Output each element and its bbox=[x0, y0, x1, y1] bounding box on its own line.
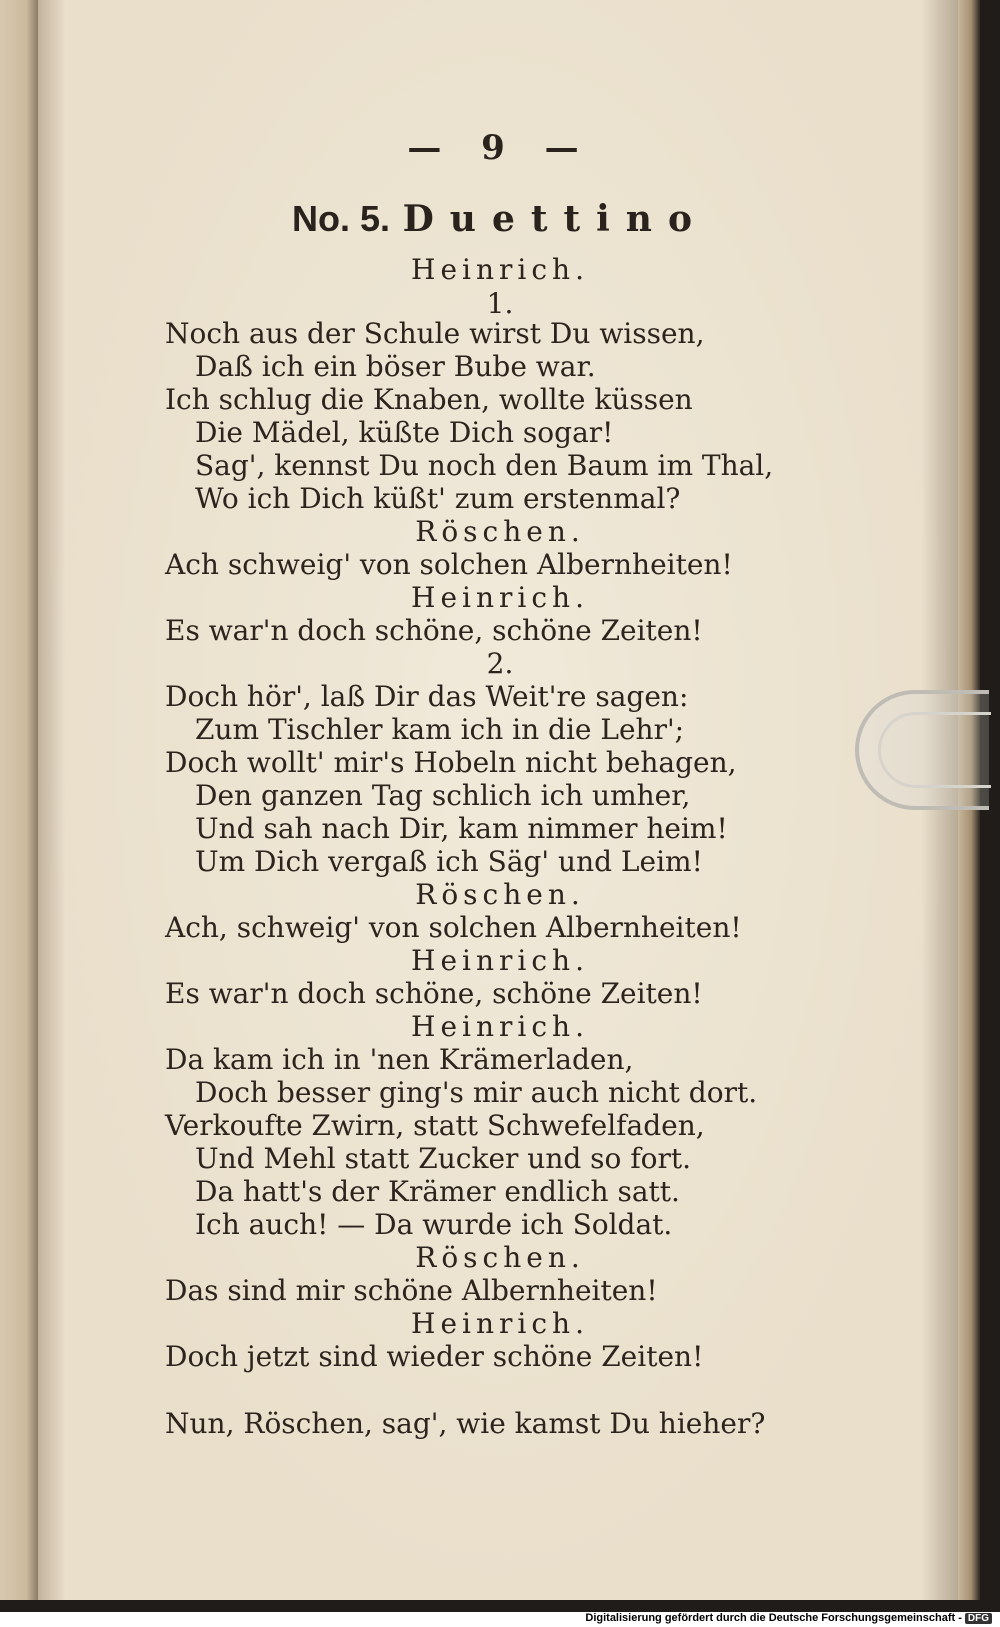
paper-clip-inner-loop bbox=[878, 712, 991, 788]
verse-line: Es war'n doch schöne, schöne Zeiten! bbox=[165, 614, 703, 647]
verse-line: Sag', kennst Du noch den Baum im Thal, bbox=[195, 449, 774, 482]
verse-line: Nun, Röschen, sag', wie kamst Du hieher? bbox=[165, 1407, 766, 1440]
speaker-name: Heinrich. bbox=[411, 1307, 589, 1340]
dfg-logo: DFG bbox=[965, 1613, 992, 1624]
verse-line: Verkoufte Zwirn, statt Schwefelfaden, bbox=[165, 1109, 705, 1142]
verse-line: Ach schweig' von solchen Albernheiten! bbox=[165, 548, 733, 581]
speaker-name: Röschen. bbox=[415, 878, 585, 911]
speaker-name: Heinrich. bbox=[411, 1010, 589, 1043]
previous-page-edge bbox=[0, 0, 38, 1600]
verse-line: Doch hör', laß Dir das Weit're sagen: bbox=[165, 680, 689, 713]
verse-line: Daß ich ein böser Bube war. bbox=[195, 350, 596, 383]
verse-line: Doch jetzt sind wieder schöne Zeiten! bbox=[165, 1340, 704, 1373]
stanza-number: 2. bbox=[486, 647, 514, 680]
verse-line: Ich auch! — Da wurde ich Soldat. bbox=[195, 1208, 673, 1241]
verse-line: Zum Tischler kam ich in die Lehr'; bbox=[195, 713, 685, 746]
verse-line: Und Mehl statt Zucker und so fort. bbox=[195, 1142, 692, 1175]
verse-line: Es war'n doch schöne, schöne Zeiten! bbox=[165, 977, 703, 1010]
verse-line: Das sind mir schöne Albernheiten! bbox=[165, 1274, 658, 1307]
speaker-name: Heinrich. bbox=[411, 253, 589, 286]
speaker-name: Röschen. bbox=[415, 515, 585, 548]
verse-line: Doch wollt' mir's Hobeln nicht behagen, bbox=[165, 746, 737, 779]
speaker-name: Heinrich. bbox=[411, 581, 589, 614]
credit-text: Digitalisierung gefördert durch die Deutsche Forschungsgemeinschaft - bbox=[585, 1612, 962, 1624]
verse-line: Wo ich Dich küßt' zum erstenmal? bbox=[195, 482, 681, 515]
title-number: No. 5. bbox=[292, 198, 391, 239]
verse-line: Noch aus der Schule wirst Du wissen, bbox=[165, 317, 705, 350]
verse-line: Und sah nach Dir, kam nimmer heim! bbox=[195, 812, 728, 845]
stanza-number: 1. bbox=[486, 287, 514, 320]
digitization-credit bbox=[585, 1612, 992, 1627]
title-name: Duettino bbox=[402, 198, 708, 240]
verse-line: Ich schlug die Knaben, wollte küssen bbox=[165, 383, 693, 416]
verse-line: Um Dich vergaß ich Säg' und Leim! bbox=[195, 845, 703, 878]
speaker-name: Heinrich. bbox=[411, 944, 589, 977]
verse-line: Die Mädel, küßte Dich sogar! bbox=[195, 416, 614, 449]
verse-line: Den ganzen Tag schlich ich umher, bbox=[195, 779, 691, 812]
verse-line: Ach, schweig' von solchen Albernheiten! bbox=[165, 911, 742, 944]
page-title bbox=[0, 198, 1000, 240]
speaker-name: Röschen. bbox=[415, 1241, 585, 1274]
page-number: — 9 — bbox=[407, 128, 593, 168]
verse-line: Da kam ich in 'nen Krämerladen, bbox=[165, 1043, 634, 1076]
verse-line: Da hatt's der Krämer endlich satt. bbox=[195, 1175, 680, 1208]
verse-line: Doch besser ging's mir auch nicht dort. bbox=[195, 1076, 758, 1109]
